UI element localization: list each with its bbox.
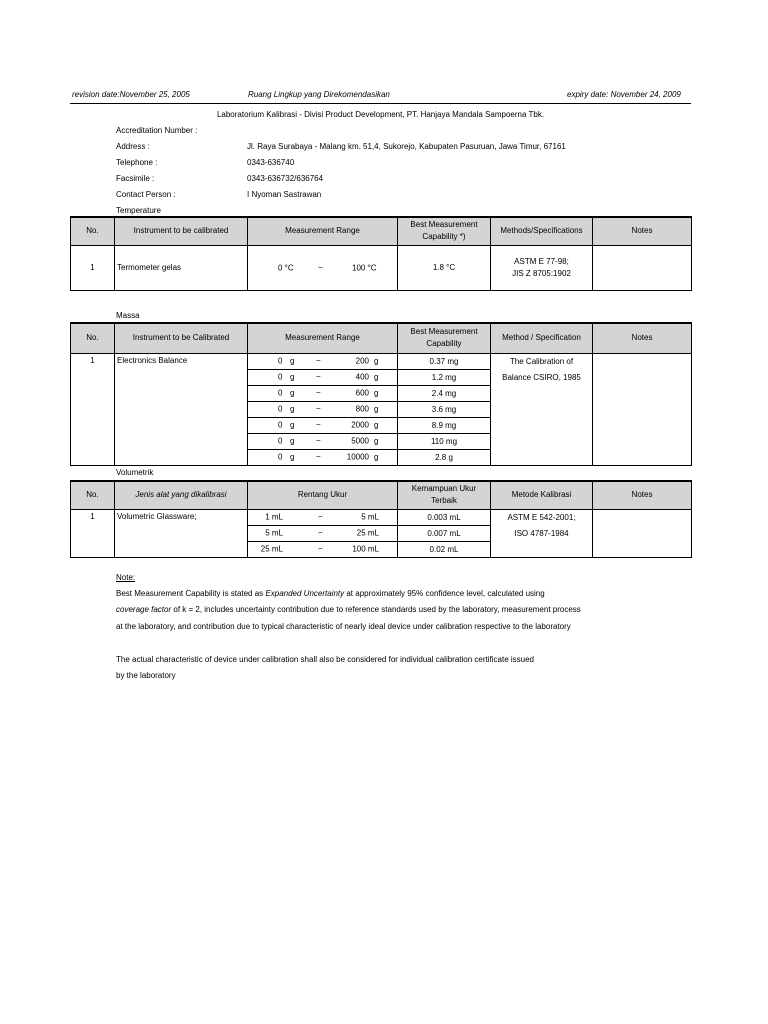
range-to: 10000 (346, 452, 369, 462)
range-from: 0 (278, 388, 283, 398)
range-unit-from: g (290, 404, 295, 414)
expiry-date: expiry date: November 24, 2009 (567, 90, 681, 99)
volumetrik-table (70, 480, 692, 558)
range-cell (248, 433, 398, 449)
method-line-2: Balance CSIRO, 1985 (502, 372, 581, 382)
method-line-1: ASTM E 77-98; (514, 256, 569, 266)
method-line-2: ISO 4787-1984 (514, 528, 569, 538)
note-line-3: at the laboratory, and contribution due to typical characteristic of nearly ideal device under calibration respective to the laboratory (116, 622, 571, 631)
col-method: Method / Specification (491, 323, 593, 353)
range-cell (248, 509, 398, 525)
massa-table (70, 322, 692, 466)
range-to: 25 mL (356, 528, 379, 538)
range-unit-to: g (374, 404, 379, 414)
temperature-table (70, 216, 692, 291)
col-method: Methods/Specifications (491, 217, 593, 245)
scope-title: Ruang Lingkup yang Direkomendasikan (248, 90, 390, 99)
bmc-cell: 2.4 mg (398, 385, 491, 401)
massa-section-label: Massa (116, 311, 140, 320)
range-to: 400 (355, 372, 369, 382)
range-from: 25 mL (260, 544, 283, 554)
range-to: 100 mL (352, 544, 379, 554)
range-cell (248, 541, 398, 557)
range-tilde: ~ (318, 544, 323, 554)
col-no: No. (71, 481, 115, 509)
col-notes: Notes (593, 323, 692, 353)
telephone-label: Telephone : (116, 158, 158, 167)
header-rule (70, 103, 691, 104)
range-tilde: ~ (318, 528, 323, 538)
col-range: Measurement Range (248, 217, 398, 245)
instrument-name: Volumetric Glassware; (117, 511, 197, 521)
notes-cell (593, 509, 692, 557)
note-emphasis: Expanded Uncertainty (265, 589, 345, 598)
note-line-2 (116, 605, 581, 614)
range-cell (248, 385, 398, 401)
col-range: Rentang Ukur (248, 481, 398, 509)
range-unit-from: g (290, 436, 295, 446)
instrument-name: Electronics Balance (117, 355, 188, 365)
range-tilde: ~ (316, 356, 321, 366)
row-no: 1 (71, 245, 115, 290)
range-from: 0 (278, 420, 283, 430)
range-tilde: ~ (316, 420, 321, 430)
range-to: 800 (355, 404, 369, 414)
col-bmc: Best Measurement Capability (398, 323, 491, 353)
range-from: 1 mL (265, 512, 283, 522)
note-emphasis: coverage factor (116, 605, 172, 614)
method-line-1: The Calibration of (509, 356, 574, 366)
bmc-cell: 0.37 mg (398, 353, 491, 369)
col-instrument: Instrument to be Calibrated (115, 323, 248, 353)
facsimile-value: 0343-636732/636764 (247, 174, 324, 183)
range-from: 0 (278, 436, 283, 446)
col-notes: Notes (593, 481, 692, 509)
range-from: 0 (278, 356, 283, 366)
accreditation-label: Accreditation Number : (116, 126, 198, 135)
bmc-cell: 1.2 mg (398, 369, 491, 385)
note-text: Best Measurement Capability is stated as (116, 589, 266, 598)
bmc-cell: 1.8 °C (398, 245, 491, 290)
note-text: at approximately 95% confidence level, calculated using (344, 589, 545, 598)
range-unit-from: g (290, 388, 295, 398)
range-from: 0 (278, 452, 283, 462)
note-title: Note: (116, 573, 136, 582)
bmc-cell: 8.9 mg (398, 417, 491, 433)
note-line-4: The actual characteristic of device under calibration shall also be considered for individual calibration certificate issued (116, 655, 534, 664)
col-instrument: Instrument to be calibrated (115, 217, 248, 245)
row-no: 1 (71, 353, 115, 465)
range-tilde: ~ (316, 404, 321, 414)
contact-value: I Nyoman Sastrawan (247, 190, 322, 199)
range-unit-to: g (374, 452, 379, 462)
range-unit-to: g (374, 436, 379, 446)
note-line-5: by the laboratory (116, 671, 176, 680)
bmc-cell: 3.6 mg (398, 401, 491, 417)
address-label: Address : (116, 142, 150, 151)
col-instrument: Jenis alat yang dikalibrasi (115, 481, 248, 509)
contact-label: Contact Person : (116, 190, 176, 199)
range-unit-to: g (374, 388, 379, 398)
instrument-cell (115, 353, 248, 465)
range-unit-from: g (290, 356, 295, 366)
table-row (71, 509, 692, 525)
range-unit-from: g (290, 372, 295, 382)
range-unit-from: g (290, 420, 295, 430)
col-bmc: Kemampuan Ukur Terbaik (398, 481, 491, 509)
table-row (71, 245, 692, 290)
range-to: 200 (355, 356, 369, 366)
temperature-section-label: Temperature (116, 206, 161, 215)
col-bmc: Best Measurement Capability *) (398, 217, 491, 245)
instrument-cell (115, 509, 248, 557)
notes-cell (593, 353, 692, 465)
range-to: 600 (355, 388, 369, 398)
lab-title: Laboratorium Kalibrasi - Divisi Product Development, PT. Hanjaya Mandala Sampoerna Tbk. (216, 110, 545, 119)
range-tilde: ~ (316, 436, 321, 446)
range-from: 5 mL (265, 528, 283, 538)
volumetrik-section-label: Volumetrik (116, 468, 154, 477)
instrument-cell (115, 245, 248, 290)
note-text: of k = 2, includes uncertainty contribution due to reference standards used by the laboratory, measurement process (171, 605, 581, 614)
range-tilde: ~ (316, 452, 321, 462)
facsimile-label: Facsimile : (116, 174, 155, 183)
notes-cell (593, 245, 692, 290)
method-cell (491, 509, 593, 557)
instrument-name: Termometer gelas (117, 263, 182, 272)
bmc-cell: 0.003 mL (398, 509, 491, 525)
table-row (71, 353, 692, 369)
method-cell (491, 245, 593, 290)
range-tilde: ~ (316, 372, 321, 382)
range-cell (248, 417, 398, 433)
range-cell (248, 369, 398, 385)
range-unit-to: g (374, 372, 379, 382)
range-cell (248, 525, 398, 541)
col-no: No. (71, 217, 115, 245)
bmc-cell: 0.02 mL (398, 541, 491, 557)
range-tilde: ~ (318, 512, 323, 522)
address-value: Jl. Raya Surabaya - Malang km. 51,4, Sukorejo, Kabupaten Pasuruan, Jawa Timur, 67161 (247, 142, 566, 151)
range-to: 100 °C (352, 263, 377, 272)
range-unit-to: g (374, 356, 379, 366)
bmc-cell: 2.8 g (398, 449, 491, 465)
range-cell (248, 449, 398, 465)
range-from: 0 (278, 372, 283, 382)
bmc-cell: 110 mg (398, 433, 491, 449)
range-cell (248, 245, 398, 290)
range-cell (248, 353, 398, 369)
range-cell (248, 401, 398, 417)
row-no: 1 (71, 509, 115, 557)
method-line-1: ASTM E 542-2001; (507, 512, 576, 522)
range-tilde: ~ (316, 388, 321, 398)
col-no: No. (71, 323, 115, 353)
range-to: 5000 (351, 436, 369, 446)
range-unit-from: g (290, 452, 295, 462)
method-line-2: JIS Z 8705:1902 (512, 268, 571, 278)
range-to: 5 mL (361, 512, 379, 522)
col-method: Metode Kalibrasi (491, 481, 593, 509)
range-tilde: ~ (318, 263, 323, 272)
range-from: 0 °C (278, 263, 294, 272)
telephone-value: 0343-636740 (247, 158, 295, 167)
range-to: 2000 (351, 420, 369, 430)
note-line-1 (116, 589, 545, 598)
bmc-cell: 0.007 mL (398, 525, 491, 541)
method-cell (491, 353, 593, 465)
revision-date: revision date:November 25, 2005 (72, 90, 190, 99)
range-from: 0 (278, 404, 283, 414)
range-unit-to: g (374, 420, 379, 430)
col-range: Measurement Range (248, 323, 398, 353)
col-notes: Notes (593, 217, 692, 245)
